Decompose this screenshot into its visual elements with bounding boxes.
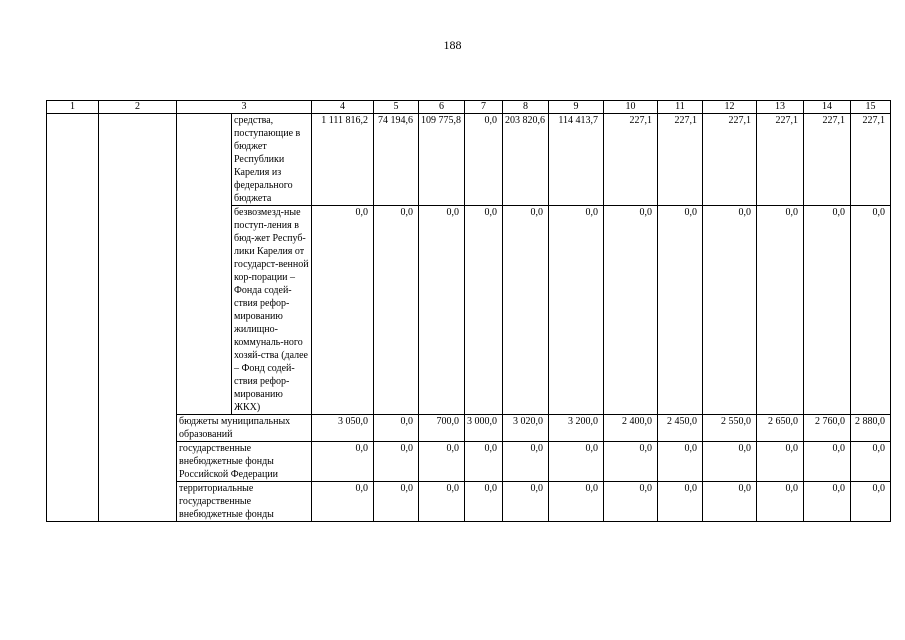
header-row	[47, 101, 891, 114]
col-1-cell	[47, 114, 99, 522]
value-cell-col-12: 0,0	[703, 482, 757, 522]
header-col-3: 3	[177, 101, 312, 114]
value-cell-col-4: 0,0	[312, 442, 374, 482]
value-cell-col-10: 0,0	[604, 206, 658, 415]
value-cell-col-4: 1 111 816,2	[312, 114, 374, 206]
value-cell-col-5: 0,0	[374, 482, 419, 522]
value-cell-col-13: 0,0	[757, 206, 804, 415]
header-col-13: 13	[757, 101, 804, 114]
value-cell-col-10: 0,0	[604, 482, 658, 522]
value-cell-col-10: 0,0	[604, 442, 658, 482]
value-cell-col-13: 0,0	[757, 442, 804, 482]
row-label: бюджеты муниципальных образований	[177, 415, 312, 442]
header-col-15: 15	[851, 101, 891, 114]
value-cell-col-15: 227,1	[851, 114, 891, 206]
value-cell-col-8: 0,0	[503, 482, 549, 522]
value-cell-col-8: 0,0	[503, 206, 549, 415]
value-cell-col-14: 2 760,0	[804, 415, 851, 442]
value-cell-col-14: 227,1	[804, 114, 851, 206]
header-col-1: 1	[47, 101, 99, 114]
value-cell-col-11: 0,0	[658, 442, 703, 482]
value-cell-col-7: 3 000,0	[465, 415, 503, 442]
value-cell-col-5: 0,0	[374, 442, 419, 482]
header-col-2: 2	[99, 101, 177, 114]
value-cell-col-11: 2 450,0	[658, 415, 703, 442]
row-label: безвозмезд-ные поступ-ления в бюд-жет Респуб-лики Карелия от государст-венной кор-порации – Фонда содей-ствия рефор-мированию жилищно-коммуналь-ного хозяй-ства (далее – Фонд содей-ствия рефор-мированию ЖКХ)	[232, 206, 312, 415]
value-cell-col-5: 0,0	[374, 415, 419, 442]
value-cell-col-4: 3 050,0	[312, 415, 374, 442]
value-cell-col-9: 3 200,0	[549, 415, 604, 442]
value-cell-col-11: 0,0	[658, 206, 703, 415]
header-col-6: 6	[419, 101, 465, 114]
value-cell-col-8: 3 020,0	[503, 415, 549, 442]
value-cell-col-11: 227,1	[658, 114, 703, 206]
header-col-10: 10	[604, 101, 658, 114]
value-cell-col-11: 0,0	[658, 482, 703, 522]
value-cell-col-7: 0,0	[465, 482, 503, 522]
value-cell-col-9: 0,0	[549, 442, 604, 482]
value-cell-col-5: 0,0	[374, 206, 419, 415]
value-cell-col-15: 0,0	[851, 206, 891, 415]
row-label: территориальные государственные внебюджетные фонды	[177, 482, 312, 522]
value-cell-col-4: 0,0	[312, 206, 374, 415]
value-cell-col-9: 0,0	[549, 206, 604, 415]
value-cell-col-6: 0,0	[419, 482, 465, 522]
value-cell-col-12: 0,0	[703, 206, 757, 415]
row-label: государственные внебюджетные фонды Российской Федерации	[177, 442, 312, 482]
table-row	[47, 114, 891, 206]
value-cell-col-6: 700,0	[419, 415, 465, 442]
page-number: 188	[443, 38, 462, 52]
value-cell-col-13: 0,0	[757, 482, 804, 522]
row-label: средства, поступающие в бюджет Республики Карелия из федерального бюджета	[232, 114, 312, 206]
header-col-11: 11	[658, 101, 703, 114]
value-cell-col-12: 0,0	[703, 442, 757, 482]
header-col-4: 4	[312, 101, 374, 114]
budget-table	[46, 100, 891, 522]
value-cell-col-8: 203 820,6	[503, 114, 549, 206]
value-cell-col-12: 227,1	[703, 114, 757, 206]
value-cell-col-6: 0,0	[419, 442, 465, 482]
value-cell-col-5: 74 194,6	[374, 114, 419, 206]
value-cell-col-8: 0,0	[503, 442, 549, 482]
header-col-12: 12	[703, 101, 757, 114]
value-cell-col-6: 109 775,8	[419, 114, 465, 206]
value-cell-col-10: 227,1	[604, 114, 658, 206]
value-cell-col-12: 2 550,0	[703, 415, 757, 442]
header-col-9: 9	[549, 101, 604, 114]
header-col-14: 14	[804, 101, 851, 114]
header-col-5: 5	[374, 101, 419, 114]
value-cell-col-10: 2 400,0	[604, 415, 658, 442]
value-cell-col-4: 0,0	[312, 482, 374, 522]
value-cell-col-7: 0,0	[465, 114, 503, 206]
value-cell-col-6: 0,0	[419, 206, 465, 415]
col-2-cell	[99, 114, 177, 522]
indent-cell	[177, 206, 232, 415]
header-col-8: 8	[503, 101, 549, 114]
value-cell-col-13: 2 650,0	[757, 415, 804, 442]
header-col-7: 7	[465, 101, 503, 114]
value-cell-col-14: 0,0	[804, 442, 851, 482]
value-cell-col-15: 0,0	[851, 482, 891, 522]
value-cell-col-14: 0,0	[804, 206, 851, 415]
value-cell-col-9: 0,0	[549, 482, 604, 522]
indent-cell	[177, 114, 232, 206]
value-cell-col-13: 227,1	[757, 114, 804, 206]
value-cell-col-9: 114 413,7	[549, 114, 604, 206]
value-cell-col-15: 0,0	[851, 442, 891, 482]
value-cell-col-7: 0,0	[465, 206, 503, 415]
value-cell-col-14: 0,0	[804, 482, 851, 522]
value-cell-col-15: 2 880,0	[851, 415, 891, 442]
value-cell-col-7: 0,0	[465, 442, 503, 482]
